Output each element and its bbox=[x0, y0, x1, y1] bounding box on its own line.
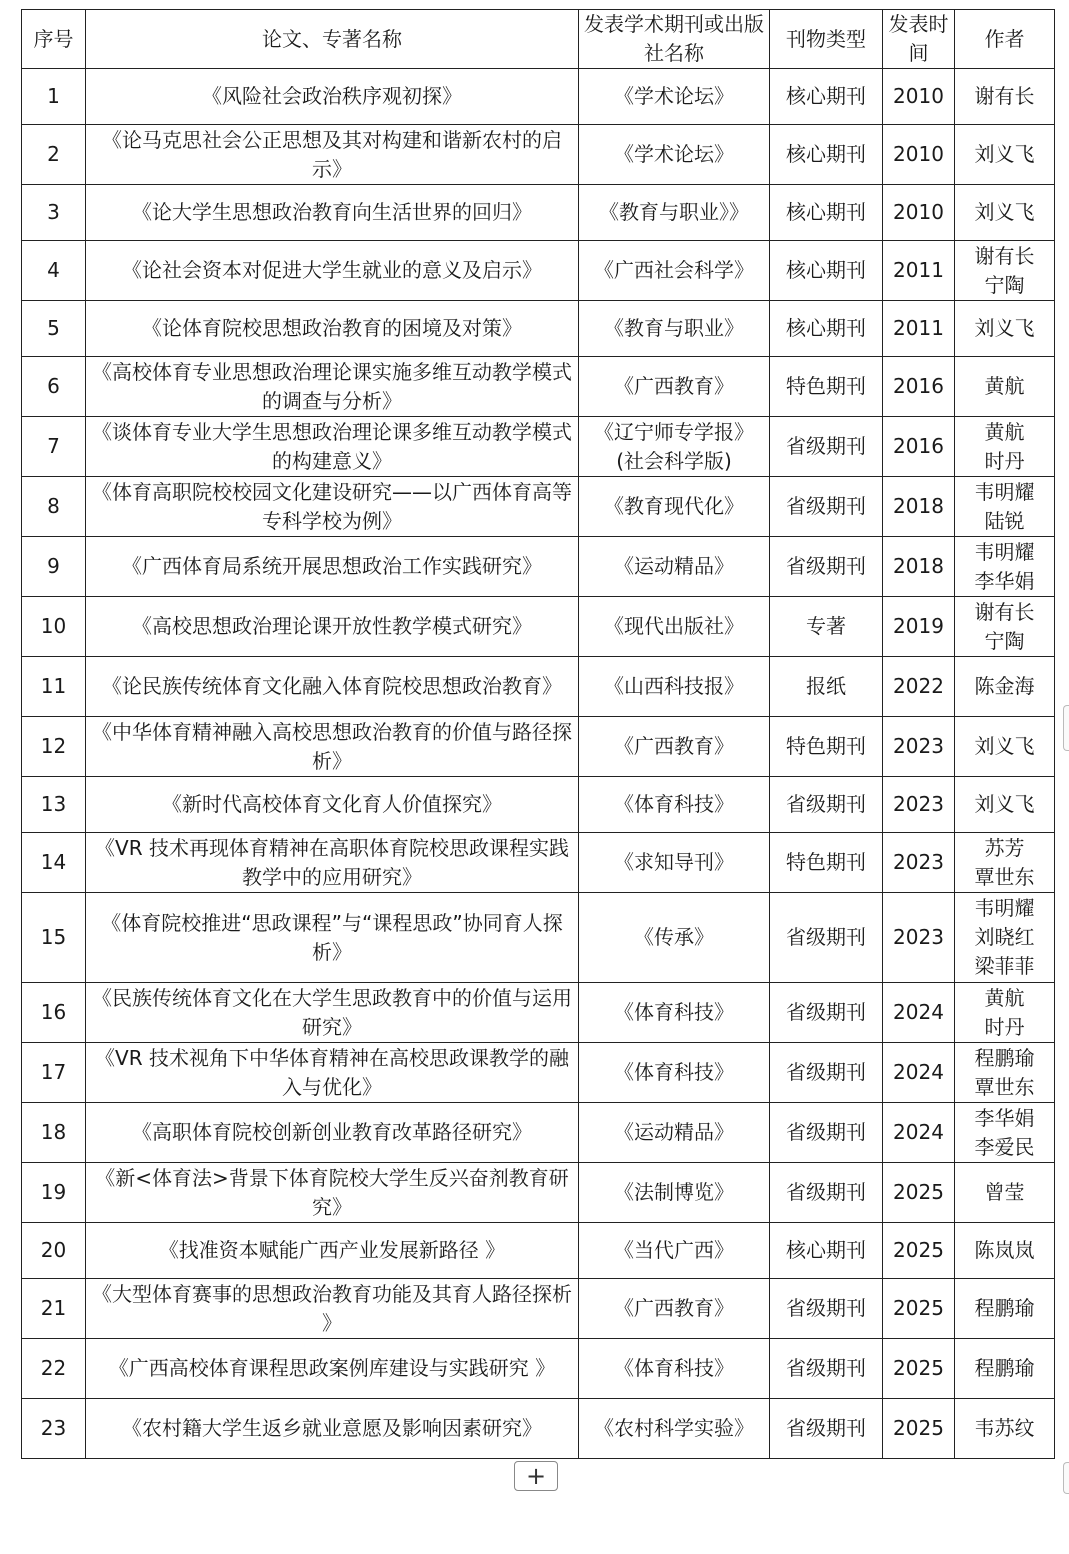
cell-no: 5 bbox=[22, 301, 86, 357]
cell-type: 省级期刊 bbox=[770, 1399, 883, 1459]
cell-venue: 《教育与职业》 bbox=[579, 301, 770, 357]
table-row bbox=[22, 185, 1055, 241]
table-row bbox=[22, 477, 1055, 537]
cell-venue: 《体育科技》 bbox=[579, 1339, 770, 1399]
cell-author: 李华娟 李爱民 bbox=[955, 1103, 1055, 1163]
cell-type: 报纸 bbox=[770, 657, 883, 717]
header-no: 序号 bbox=[22, 10, 86, 69]
cell-no: 7 bbox=[22, 417, 86, 477]
cell-no: 10 bbox=[22, 597, 86, 657]
cell-year: 2023 bbox=[883, 717, 955, 777]
cell-no: 15 bbox=[22, 893, 86, 983]
table-row bbox=[22, 1223, 1055, 1279]
cell-year: 2016 bbox=[883, 357, 955, 417]
cell-year: 2018 bbox=[883, 537, 955, 597]
right-edge-handle-upper[interactable] bbox=[1063, 705, 1069, 751]
table-row bbox=[22, 417, 1055, 477]
cell-type: 特色期刊 bbox=[770, 833, 883, 893]
table-row bbox=[22, 597, 1055, 657]
cell-title: 《谈体育专业大学生思想政治理论课多维互动教学模式的构建意义》 bbox=[86, 417, 579, 477]
cell-title: 《论大学生思想政治教育向生活世界的回归》 bbox=[86, 185, 579, 241]
cell-no: 20 bbox=[22, 1223, 86, 1279]
publications-table bbox=[21, 9, 1055, 1459]
header-title: 论文、专著名称 bbox=[86, 10, 579, 69]
cell-venue: 《当代广西》 bbox=[579, 1223, 770, 1279]
cell-type: 核心期刊 bbox=[770, 301, 883, 357]
cell-no: 11 bbox=[22, 657, 86, 717]
table-row bbox=[22, 657, 1055, 717]
header-venue: 发表学术期刊或出版社名称 bbox=[579, 10, 770, 69]
cell-venue: 《辽宁师专学报》(社会科学版) bbox=[579, 417, 770, 477]
cell-type: 核心期刊 bbox=[770, 69, 883, 125]
cell-type: 省级期刊 bbox=[770, 1279, 883, 1339]
cell-type: 核心期刊 bbox=[770, 185, 883, 241]
table-row bbox=[22, 1163, 1055, 1223]
cell-venue: 《求知导刊》 bbox=[579, 833, 770, 893]
cell-venue: 《广西教育》 bbox=[579, 357, 770, 417]
cell-no: 1 bbox=[22, 69, 86, 125]
cell-venue: 《现代出版社》 bbox=[579, 597, 770, 657]
cell-no: 16 bbox=[22, 983, 86, 1043]
cell-title: 《VR 技术再现体育精神在高职体育院校思政课程实践教学中的应用研究》 bbox=[86, 833, 579, 893]
cell-year: 2010 bbox=[883, 185, 955, 241]
table-row bbox=[22, 537, 1055, 597]
cell-type: 省级期刊 bbox=[770, 893, 883, 983]
cell-author: 程鹏瑜 bbox=[955, 1339, 1055, 1399]
cell-venue: 《广西社会科学》 bbox=[579, 241, 770, 301]
table-row bbox=[22, 983, 1055, 1043]
cell-year: 2025 bbox=[883, 1339, 955, 1399]
cell-no: 8 bbox=[22, 477, 86, 537]
cell-title: 《找准资本赋能广西产业发展新路径 》 bbox=[86, 1223, 579, 1279]
cell-type: 省级期刊 bbox=[770, 1103, 883, 1163]
cell-no: 14 bbox=[22, 833, 86, 893]
cell-venue: 《教育与职业》》 bbox=[579, 185, 770, 241]
cell-venue: 《广西教育》 bbox=[579, 1279, 770, 1339]
cell-title: 《新<体育法>背景下体育院校大学生反兴奋剂教育研究》 bbox=[86, 1163, 579, 1223]
cell-author: 韦明耀 刘晓红 梁菲菲 bbox=[955, 893, 1055, 983]
cell-no: 2 bbox=[22, 125, 86, 185]
cell-title: 《大型体育赛事的思想政治教育功能及其育人路径探析 》 bbox=[86, 1279, 579, 1339]
cell-title: 《新时代高校体育文化育人价值探究》 bbox=[86, 777, 579, 833]
header-author: 作者 bbox=[955, 10, 1055, 69]
right-edge-handle-lower[interactable] bbox=[1063, 1462, 1069, 1494]
cell-venue: 《体育科技》 bbox=[579, 777, 770, 833]
cell-no: 18 bbox=[22, 1103, 86, 1163]
cell-author: 谢有长 宁陶 bbox=[955, 241, 1055, 301]
cell-author: 程鹏瑜 覃世东 bbox=[955, 1043, 1055, 1103]
cell-type: 省级期刊 bbox=[770, 1339, 883, 1399]
cell-title: 《论民族传统体育文化融入体育院校思想政治教育》 bbox=[86, 657, 579, 717]
cell-author: 刘义飞 bbox=[955, 777, 1055, 833]
cell-title: 《体育院校推进“思政课程”与“课程思政”协同育人探析》 bbox=[86, 893, 579, 983]
cell-author: 黄航 时丹 bbox=[955, 417, 1055, 477]
cell-author: 苏芳 覃世东 bbox=[955, 833, 1055, 893]
cell-year: 2025 bbox=[883, 1399, 955, 1459]
cell-author: 刘义飞 bbox=[955, 125, 1055, 185]
header-year: 发表时间 bbox=[883, 10, 955, 69]
cell-venue: 《学术论坛》 bbox=[579, 125, 770, 185]
cell-venue: 《运动精品》 bbox=[579, 537, 770, 597]
cell-year: 2023 bbox=[883, 893, 955, 983]
header-row bbox=[22, 10, 1055, 69]
table-row bbox=[22, 717, 1055, 777]
table-row bbox=[22, 1279, 1055, 1339]
cell-venue: 《体育科技》 bbox=[579, 983, 770, 1043]
cell-no: 21 bbox=[22, 1279, 86, 1339]
cell-type: 省级期刊 bbox=[770, 1043, 883, 1103]
cell-venue: 《体育科技》 bbox=[579, 1043, 770, 1103]
cell-author: 曾莹 bbox=[955, 1163, 1055, 1223]
cell-no: 4 bbox=[22, 241, 86, 301]
cell-year: 2024 bbox=[883, 1103, 955, 1163]
table-row bbox=[22, 833, 1055, 893]
cell-title: 《高校体育专业思想政治理论课实施多维互动教学模式的调查与分析》 bbox=[86, 357, 579, 417]
table-row bbox=[22, 1399, 1055, 1459]
cell-title: 《论社会资本对促进大学生就业的意义及启示》 bbox=[86, 241, 579, 301]
cell-venue: 《教育现代化》 bbox=[579, 477, 770, 537]
cell-title: 《论马克思社会公正思想及其对构建和谐新农村的启示》 bbox=[86, 125, 579, 185]
table-row bbox=[22, 125, 1055, 185]
cell-no: 3 bbox=[22, 185, 86, 241]
cell-title: 《广西体育局系统开展思想政治工作实践研究》 bbox=[86, 537, 579, 597]
table-row bbox=[22, 69, 1055, 125]
cell-year: 2025 bbox=[883, 1163, 955, 1223]
cell-title: 《高职体育院校创新创业教育改革路径研究》 bbox=[86, 1103, 579, 1163]
cell-type: 特色期刊 bbox=[770, 717, 883, 777]
plus-icon: + bbox=[525, 1462, 547, 1490]
table-row bbox=[22, 1339, 1055, 1399]
cell-author: 程鹏瑜 bbox=[955, 1279, 1055, 1339]
cell-title: 《民族传统体育文化在大学生思政教育中的价值与运用研究》 bbox=[86, 983, 579, 1043]
cell-no: 12 bbox=[22, 717, 86, 777]
cell-title: 《中华体育精神融入高校思想政治教育的价值与路径探析》 bbox=[86, 717, 579, 777]
cell-no: 19 bbox=[22, 1163, 86, 1223]
cell-type: 核心期刊 bbox=[770, 1223, 883, 1279]
cell-type: 核心期刊 bbox=[770, 125, 883, 185]
cell-no: 13 bbox=[22, 777, 86, 833]
cell-type: 省级期刊 bbox=[770, 777, 883, 833]
table-row bbox=[22, 301, 1055, 357]
cell-title: 《广西高校体育课程思政案例库建设与实践研究 》 bbox=[86, 1339, 579, 1399]
cell-author: 刘义飞 bbox=[955, 301, 1055, 357]
cell-title: 《体育高职院校校园文化建设研究——以广西体育高等专科学校为例》 bbox=[86, 477, 579, 537]
cell-author: 陈岚岚 bbox=[955, 1223, 1055, 1279]
cell-type: 特色期刊 bbox=[770, 357, 883, 417]
cell-no: 9 bbox=[22, 537, 86, 597]
cell-type: 省级期刊 bbox=[770, 477, 883, 537]
table-row bbox=[22, 241, 1055, 301]
cell-type: 专著 bbox=[770, 597, 883, 657]
cell-author: 韦明耀 李华娟 bbox=[955, 537, 1055, 597]
cell-type: 省级期刊 bbox=[770, 417, 883, 477]
cell-no: 17 bbox=[22, 1043, 86, 1103]
table-row bbox=[22, 1043, 1055, 1103]
cell-title: 《农村籍大学生返乡就业意愿及影响因素研究》 bbox=[86, 1399, 579, 1459]
cell-type: 省级期刊 bbox=[770, 1163, 883, 1223]
cell-venue: 《广西教育》 bbox=[579, 717, 770, 777]
cell-author: 黄航 时丹 bbox=[955, 983, 1055, 1043]
cell-year: 2010 bbox=[883, 69, 955, 125]
cell-year: 2024 bbox=[883, 1043, 955, 1103]
cell-year: 2024 bbox=[883, 983, 955, 1043]
cell-author: 黄航 bbox=[955, 357, 1055, 417]
cell-author: 韦苏纹 bbox=[955, 1399, 1055, 1459]
table-row bbox=[22, 1103, 1055, 1163]
cell-author: 刘义飞 bbox=[955, 185, 1055, 241]
cell-venue: 《运动精品》 bbox=[579, 1103, 770, 1163]
cell-author: 谢有长 bbox=[955, 69, 1055, 125]
cell-author: 刘义飞 bbox=[955, 717, 1055, 777]
cell-author: 陈金海 bbox=[955, 657, 1055, 717]
cell-venue: 《山西科技报》 bbox=[579, 657, 770, 717]
table-row bbox=[22, 357, 1055, 417]
cell-no: 23 bbox=[22, 1399, 86, 1459]
table-row bbox=[22, 893, 1055, 983]
cell-year: 2011 bbox=[883, 241, 955, 301]
cell-no: 6 bbox=[22, 357, 86, 417]
cell-type: 核心期刊 bbox=[770, 241, 883, 301]
add-row-button[interactable] bbox=[514, 1461, 558, 1491]
cell-year: 2010 bbox=[883, 125, 955, 185]
cell-title: 《VR 技术视角下中华体育精神在高校思政课教学的融入与优化》 bbox=[86, 1043, 579, 1103]
cell-year: 2019 bbox=[883, 597, 955, 657]
table-row bbox=[22, 777, 1055, 833]
cell-title: 《高校思想政治理论课开放性教学模式研究》 bbox=[86, 597, 579, 657]
cell-venue: 《学术论坛》 bbox=[579, 69, 770, 125]
cell-year: 2022 bbox=[883, 657, 955, 717]
cell-venue: 《农村科学实验》 bbox=[579, 1399, 770, 1459]
cell-venue: 《传承》 bbox=[579, 893, 770, 983]
cell-venue: 《法制博览》 bbox=[579, 1163, 770, 1223]
cell-year: 2011 bbox=[883, 301, 955, 357]
cell-type: 省级期刊 bbox=[770, 537, 883, 597]
cell-year: 2025 bbox=[883, 1279, 955, 1339]
cell-title: 《风险社会政治秩序观初探》 bbox=[86, 69, 579, 125]
header-type: 刊物类型 bbox=[770, 10, 883, 69]
cell-year: 2023 bbox=[883, 833, 955, 893]
cell-year: 2023 bbox=[883, 777, 955, 833]
cell-type: 省级期刊 bbox=[770, 983, 883, 1043]
cell-author: 韦明耀 陆锐 bbox=[955, 477, 1055, 537]
cell-author: 谢有长 宁陶 bbox=[955, 597, 1055, 657]
cell-year: 2018 bbox=[883, 477, 955, 537]
cell-year: 2025 bbox=[883, 1223, 955, 1279]
cell-title: 《论体育院校思想政治教育的困境及对策》 bbox=[86, 301, 579, 357]
cell-no: 22 bbox=[22, 1339, 86, 1399]
cell-year: 2016 bbox=[883, 417, 955, 477]
